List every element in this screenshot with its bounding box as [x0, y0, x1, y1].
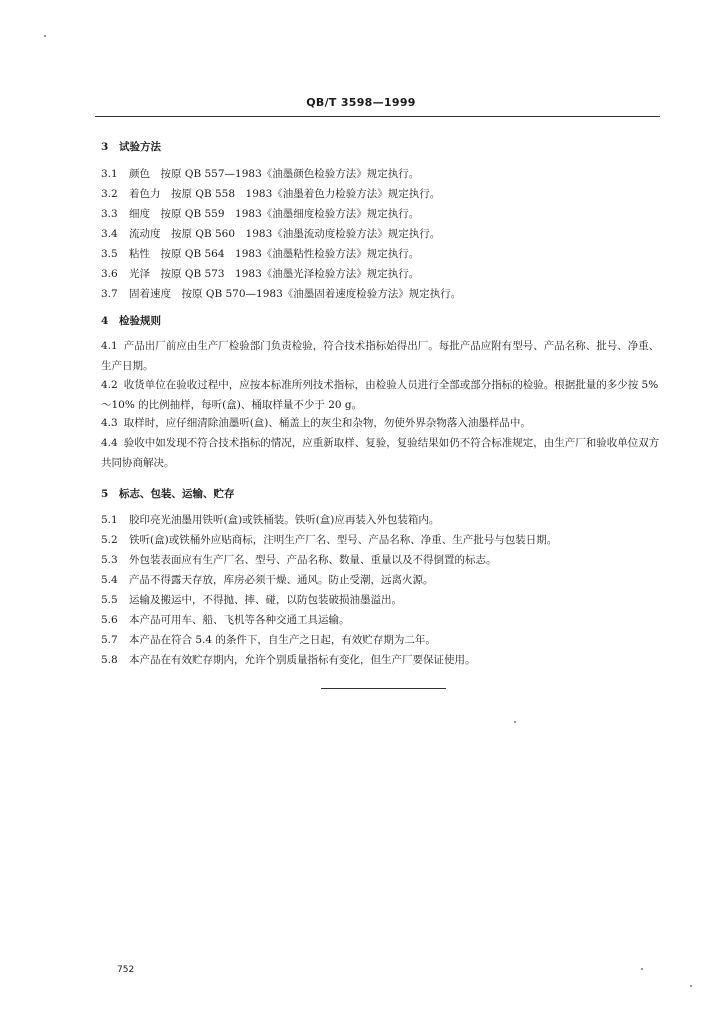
clause-5-6	[101, 611, 661, 630]
scan-speck	[641, 968, 643, 970]
clause-text: 固着速度 按原 QB 570—1983《油墨固着速度检验方法》规定执行。	[129, 288, 462, 300]
section-title-text: 试验方法	[119, 141, 161, 153]
clause-text: 本产品在有效贮存期内，允许个别质量指标有变化，但生产厂要保证使用。	[129, 654, 476, 666]
clause-text: 运输及搬运中，不得抛、摔、碰，以防包装破损油墨溢出。	[129, 594, 402, 606]
clause-4-4	[101, 433, 661, 473]
clause-number: 5.2	[101, 534, 118, 546]
clause-number: 3.4	[101, 228, 118, 240]
clause-text: 本产品在符合 5.4 的条件下，自生产之日起，有效贮存期为二年。	[129, 634, 436, 646]
standard-code-header: QB/T 3598—1999	[306, 96, 416, 109]
clause-5-4	[101, 571, 661, 590]
clause-3-7	[101, 285, 661, 304]
clause-3-2	[101, 185, 661, 204]
clause-4-2	[101, 375, 661, 415]
scan-speck	[690, 985, 692, 987]
header-divider	[95, 116, 660, 117]
section-3-title	[101, 139, 161, 154]
clause-number: 3.7	[101, 288, 118, 300]
clause-number: 3.6	[101, 268, 118, 280]
clause-number: 3.1	[101, 168, 118, 180]
clause-5-1	[101, 511, 661, 530]
clause-text: 铁听(盒)或铁桶外应贴商标，注明生产厂名、型号、产品名称、净重、生产批号与包装日期。	[129, 534, 558, 546]
clause-text: 产品出厂前应由生产厂检验部门负责检验，符合技术指标始得出厂。每批产品应附有型号、产品名称、批号、净重、生产日期。	[101, 340, 660, 372]
section-5-title	[101, 486, 235, 501]
section-number: 3	[101, 141, 109, 153]
clause-number: 4.1	[101, 340, 118, 352]
section-title-text: 标志、包装、运输、贮存	[119, 488, 235, 500]
clause-5-3	[101, 551, 661, 570]
scan-speck	[44, 35, 46, 37]
clause-4-3	[101, 413, 661, 433]
clause-text: 细度 按原 QB 559 1983《油墨细度检验方法》规定执行。	[129, 208, 420, 220]
scan-speck	[514, 721, 516, 723]
page-number: 752	[117, 965, 135, 975]
clause-text: 收货单位在验收过程中，应按本标准所列技术指标，由检验人员进行全部或部分指标的检验。根据批量的多少按 5%～10% 的比例抽样，每听(盒)、桶取样量不少于 20 g。	[101, 379, 659, 411]
end-of-document-rule	[321, 688, 446, 689]
clause-number: 5.4	[101, 574, 118, 586]
clause-number: 4.2	[101, 379, 118, 391]
clause-number: 4.4	[101, 437, 118, 449]
clause-5-5	[101, 591, 661, 610]
clause-text: 产品不得露天存放，库房必须干燥、通风。防止受潮，远离火源。	[129, 574, 434, 586]
clause-text: 颜色 按原 QB 557—1983《油墨颜色检验方法》规定执行。	[129, 168, 420, 180]
clause-3-6	[101, 265, 661, 284]
clause-text: 本产品可用车、船、飞机等各种交通工具运输。	[129, 614, 350, 626]
clause-number: 5.5	[101, 594, 118, 606]
clause-number: 3.2	[101, 188, 118, 200]
clause-text: 流动度 按原 QB 560 1983《油墨流动度检验方法》规定执行。	[129, 228, 441, 240]
clause-text: 取样时，应仔细清除油墨听(盒)、桶盖上的灰尘和杂物，勿使外界杂物落入油墨样品中。	[123, 417, 531, 429]
clause-3-3	[101, 205, 661, 224]
section-number: 5	[101, 488, 109, 500]
section-number: 4	[101, 315, 109, 327]
clause-number: 5.3	[101, 554, 118, 566]
clause-text: 着色力 按原 QB 558 1983《油墨着色力检验方法》规定执行。	[129, 188, 441, 200]
clause-5-8	[101, 651, 661, 670]
clause-text: 胶印亮光油墨用铁听(盒)或铁桶装。铁听(盒)应再装入外包装箱内。	[129, 514, 440, 526]
clause-3-4	[101, 225, 661, 244]
clause-number: 4.3	[101, 417, 118, 429]
clause-4-1	[101, 336, 661, 376]
clause-5-7	[101, 631, 661, 650]
clause-text: 光泽 按原 QB 573 1983《油墨光泽检验方法》规定执行。	[129, 268, 420, 280]
clause-3-1	[101, 165, 661, 184]
clause-number: 5.7	[101, 634, 118, 646]
clause-number: 3.5	[101, 248, 118, 260]
section-4-title	[101, 313, 161, 328]
clause-number: 5.6	[101, 614, 118, 626]
clause-number: 5.8	[101, 654, 118, 666]
clause-text: 粘性 按原 QB 564 1983《油墨粘性检验方法》规定执行。	[129, 248, 420, 260]
clause-text: 外包装表面应有生产厂名、型号、产品名称、数量、重量以及不得倒置的标志。	[129, 554, 497, 566]
clause-3-5	[101, 245, 661, 264]
section-title-text: 检验规则	[119, 315, 161, 327]
clause-number: 3.3	[101, 208, 118, 220]
clause-text: 验收中如发现不符合技术指标的情况，应重新取样、复验，复验结果如仍不符合标准规定，由生产厂和验收单位双方共同协商解决。	[101, 437, 660, 469]
clause-5-2	[101, 531, 661, 550]
clause-number: 5.1	[101, 514, 118, 526]
